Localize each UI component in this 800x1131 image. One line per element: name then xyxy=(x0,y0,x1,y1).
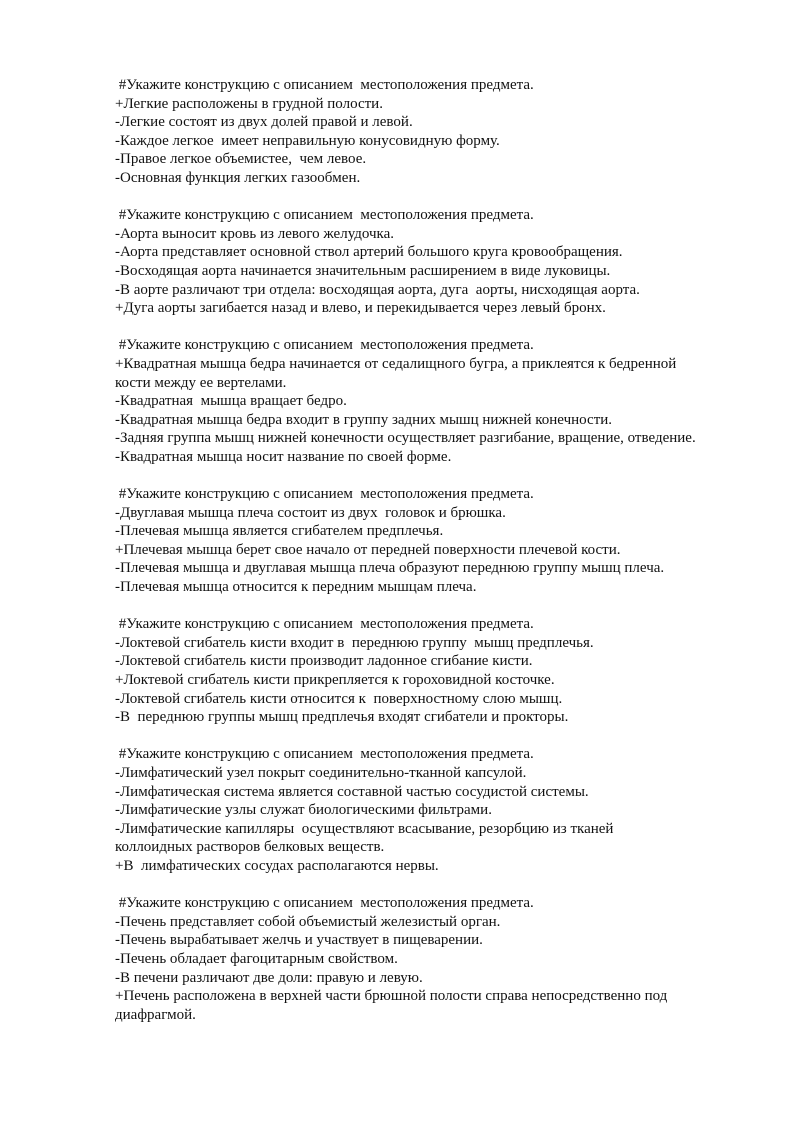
question-block xyxy=(115,76,760,188)
answer-line: коллоидных растворов белковых веществ. xyxy=(115,839,385,856)
answer-line: -Двуглавая мышца плеча состоит из двух головок и брюшка. xyxy=(115,504,506,521)
question-block xyxy=(115,336,760,466)
answer-line: +В лимфатических сосудах располагаются нервы. xyxy=(115,857,439,874)
question-block xyxy=(115,485,760,597)
question-heading: #Укажите конструкцию с описанием местоположения предмета. xyxy=(115,616,534,633)
answer-line: -Аорта выносит кровь из левого желудочка. xyxy=(115,225,395,242)
answer-line: +Плечевая мышца берет свое начало от передней поверхности плечевой кости. xyxy=(115,541,621,558)
answer-line: +Квадратная мышца бедра начинается от седалищного бугра, а приклеятся к бедренной xyxy=(115,355,677,372)
answer-line: -Восходящая аорта начинается значительным расширением в виде луковицы. xyxy=(115,262,611,279)
answer-line: -Плечевая мышца относится к передним мышцам плеча. xyxy=(115,579,477,596)
question-block xyxy=(115,894,760,1024)
answer-line: -В переднюю группы мышц предплечья входят сгибатели и прокторы. xyxy=(115,709,569,726)
answer-line: -Лимфатический узел покрыт соединительно-тканной капсулой. xyxy=(115,764,527,781)
answer-line: -Каждое легкое имеет неправильную конусовидную форму. xyxy=(115,132,500,149)
answer-line: -Локтевой сгибатель кисти относится к поверхностному слою мышц. xyxy=(115,690,563,707)
answer-line: -Печень представляет собой объемистый железистый орган. xyxy=(115,913,501,930)
question-block xyxy=(115,745,760,875)
answer-line: -Лимфатические узлы служат биологическими фильтрами. xyxy=(115,802,492,819)
answer-line: -Плечевая мышца и двуглавая мышца плеча образуют переднюю группу мышц плеча. xyxy=(115,560,665,577)
answer-line: +Печень расположена в верхней части брюшной полости справа непосредственно под xyxy=(115,988,668,1005)
answer-line: -Локтевой сгибатель кисти входит в переднюю группу мышц предплечья. xyxy=(115,634,594,651)
answer-line: +Локтевой сгибатель кисти прикрепляется к гороховидной косточке. xyxy=(115,672,555,688)
answer-line: -Лимфатические капилляры осуществляют всасывание, резорбцию из тканей xyxy=(115,820,614,837)
question-block xyxy=(115,615,760,727)
question-heading: #Укажите конструкцию с описанием местоположения предмета. xyxy=(115,207,534,224)
answer-line: -Легкие состоят из двух долей правой и левой. xyxy=(115,114,413,131)
answer-line: +Дуга аорты загибается назад и влево, и перекидывается через левый бронх. xyxy=(115,300,606,317)
question-heading: #Укажите конструкцию с описанием местоположения предмета. xyxy=(115,337,534,354)
answer-line: -Лимфатическая система является составной частью сосудистой системы. xyxy=(115,783,589,800)
answer-line: -Правое легкое объемистее, чем левое. xyxy=(115,151,367,168)
answer-line: -В печени различают две доли: правую и левую. xyxy=(115,969,423,986)
question-heading: #Укажите конструкцию с описанием местоположения предмета. xyxy=(115,746,534,763)
answer-line: -Задняя группа мышц нижней конечности осуществляет разгибание, вращение, отведение. xyxy=(115,430,696,447)
answer-line: -Квадратная мышца носит название по своей форме. xyxy=(115,448,452,465)
answer-line: -Квадратная мышца вращает бедро. xyxy=(115,393,347,410)
answer-line: -Квадратная мышца бедра входит в группу задних мышц нижней конечности. xyxy=(115,411,613,428)
answer-line: -Печень обладает фагоцитарным свойством. xyxy=(115,950,398,967)
answer-line: кости между ее вертелами. xyxy=(115,374,287,391)
answer-line: диафрагмой. xyxy=(115,1006,196,1023)
question-heading: #Укажите конструкцию с описанием местоположения предмета. xyxy=(115,486,534,503)
answer-line: -В аорте различают три отдела: восходящая аорта, дуга аорты, нисходящая аорта. xyxy=(115,281,640,298)
answer-line: -Плечевая мышца является сгибателем предплечья. xyxy=(115,523,444,540)
answer-line: -Локтевой сгибатель кисти производит ладонное сгибание кисти. xyxy=(115,653,533,670)
answer-line: +Легкие расположены в грудной полости. xyxy=(115,95,383,112)
question-heading: #Укажите конструкцию с описанием местоположения предмета. xyxy=(115,895,534,912)
question-block xyxy=(115,206,760,318)
answer-line: -Основная функция легких газообмен. xyxy=(115,169,361,186)
question-heading: #Укажите конструкцию с описанием местоположения предмета. xyxy=(115,77,534,93)
answer-line: -Аорта представляет основной ствол артерий большого круга кровообращения. xyxy=(115,244,623,261)
answer-line: -Печень вырабатывает желчь и участвует в пищеварении. xyxy=(115,932,483,949)
